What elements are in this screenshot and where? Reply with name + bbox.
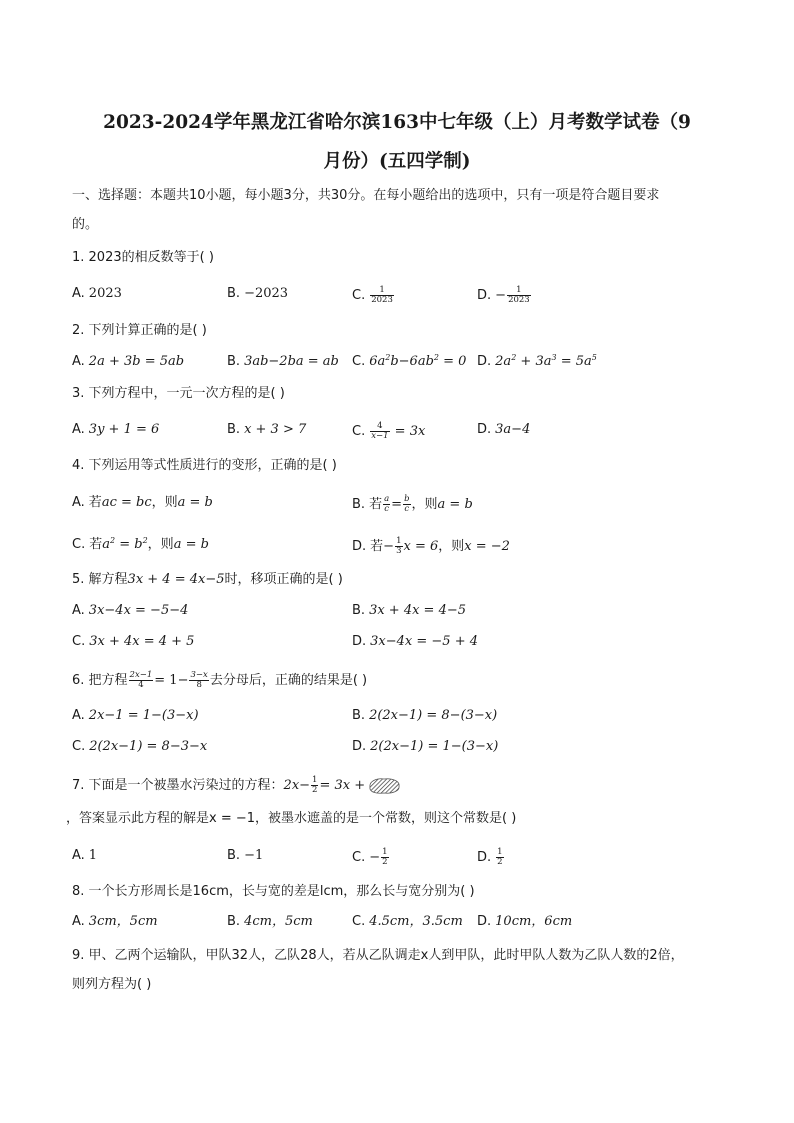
question-6-option-b: B. 2(2x−1) = 8−(3−x)	[352, 708, 498, 723]
question-7-option-a: A. 1	[72, 848, 98, 863]
question-2-stem: 2. 下列计算正确的是( )	[72, 323, 207, 338]
question-5-stem: 5. 解方程3x + 4 = 4x−5时，移项正确的是( )	[72, 572, 343, 587]
question-5-option-c: C. 3x + 4x = 4 + 5	[72, 634, 195, 649]
question-9-stem-cont: 则列方程为( )	[72, 977, 152, 992]
question-4-option-d: D. 若− $\frac{1}{3}$ x = 6，则x = −2	[352, 536, 510, 556]
exam-title-line1: 2023-2024学年黑龙江省哈尔滨163中七年级（上）月考数学试卷（9	[103, 112, 691, 133]
question-7-option-d: D. $\frac{1}{2}$	[477, 847, 503, 867]
question-6-stem: 6. 把方程 $\frac{2x-1}{4}$ = 1− $\frac{3-x}{8}$ 去分母后，正确的结果是( )	[72, 670, 368, 690]
question-4-stem: 4. 下列运用等式性质进行的变形，正确的是( )	[72, 458, 337, 473]
question-4-option-b: B. 若 $\frac{a}{c}$ = $\frac{b}{c}$ ，则a = b	[352, 494, 473, 514]
question-8-option-a: A. 3cm，5cm	[72, 914, 158, 929]
question-8-option-b: B. 4cm，5cm	[227, 914, 313, 929]
question-2-option-b: B. 3ab−2ba = ab	[227, 354, 339, 369]
question-3-option-c: C. $\frac{4}{x-1}$ = 3x	[352, 421, 426, 441]
question-9-stem: 9. 甲、乙两个运输队，甲队32人，乙队28人，若从乙队调走x人到甲队，此时甲队人数为乙队人数的2倍，	[72, 948, 684, 963]
question-8-option-d: D. 10cm，6cm	[477, 914, 573, 929]
ink-blot-icon	[367, 777, 401, 795]
question-2-option-d: D. $2a^2 + 3a^3 = 5a^5$	[477, 353, 597, 369]
question-3-stem: 3. 下列方程中，一元一次方程的是( )	[72, 386, 285, 401]
question-3-option-d: D. 3a−4	[477, 422, 531, 437]
question-1-stem: 1. 2023的相反数等于( )	[72, 250, 214, 265]
question-6-option-c: C. 2(2x−1) = 8−3−x	[72, 739, 208, 754]
question-5-option-d: D. 3x−4x = −5 + 4	[352, 634, 479, 649]
question-7-stem-cont: ，答案显示此方程的解是x = −1，被墨水遮盖的是一个常数，则这个常数是( )	[66, 811, 517, 826]
question-8-stem: 8. 一个长方形周长是16cm，长与宽的差是lcm，那么长与宽分别为( )	[72, 884, 475, 899]
section-instruction: 一、选择题：本题共10小题，每小题3分，共30分。在每小题给出的选项中，只有一项是符合题目要求	[72, 188, 660, 203]
question-5-option-b: B. 3x + 4x = 4−5	[352, 603, 467, 618]
question-7-option-c: C. − $\frac{1}{2}$	[352, 847, 388, 867]
question-5-option-a: A. 3x−4x = −5−4	[72, 603, 189, 618]
section-instruction-cont: 的。	[72, 217, 99, 232]
question-2-option-c: C. $6a^2b-6ab^2 = 0$	[352, 353, 467, 369]
exam-title-line2: 月份）(五四学制)	[323, 151, 471, 172]
question-2-option-a: A. 2a + 3b = 5ab	[72, 354, 185, 369]
question-6-option-d: D. 2(2x−1) = 1−(3−x)	[352, 739, 499, 754]
question-1-option-d: D. − $\frac{1}{2023}$	[477, 285, 530, 305]
question-8-option-c: C. 4.5cm，3.5cm	[352, 914, 463, 929]
question-6-option-a: A. 2x−1 = 1−(3−x)	[72, 708, 199, 723]
question-1-option-a: A. 2023	[72, 286, 122, 301]
question-7-option-b: B. −1	[227, 848, 264, 863]
question-1-option-b: B. −2023	[227, 286, 289, 301]
question-1-option-c: C. $\frac{1}{2023}$	[352, 285, 393, 305]
question-3-option-a: A. 3y + 1 = 6	[72, 422, 160, 437]
question-3-option-b: B. x + 3 > 7	[227, 422, 307, 437]
question-7-stem: 7. 下面是一个被墨水污染过的方程：2x− $\frac{1}{2}$ = 3x +	[72, 776, 401, 795]
question-4-option-c: C. 若$a^2 = b^2$，则a = b	[72, 536, 209, 552]
question-4-option-a: A. 若ac = bc，则a = b	[72, 495, 213, 510]
